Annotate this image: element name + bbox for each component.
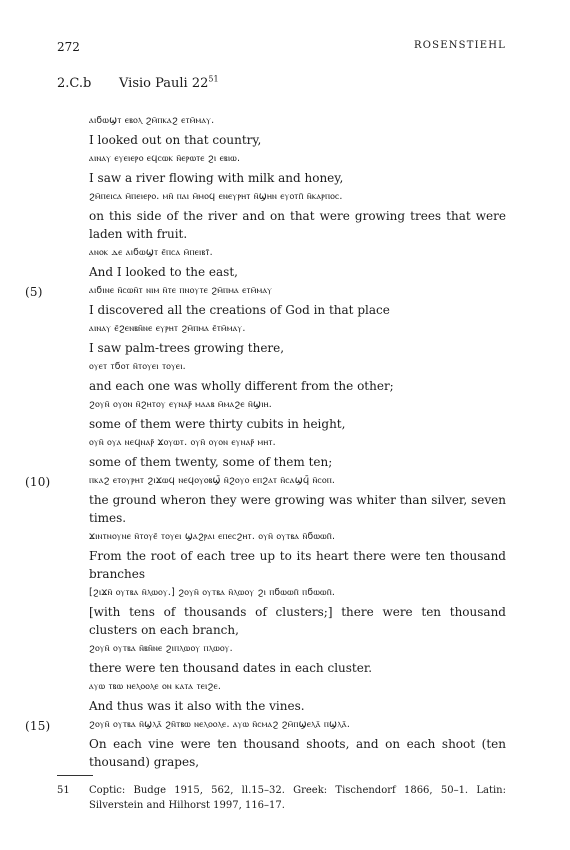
verse-block xyxy=(25,472,506,527)
translation-line: I saw palm-trees growing there, xyxy=(89,341,285,355)
verse-block xyxy=(25,716,506,771)
verse-block xyxy=(25,282,506,319)
footnote-rule xyxy=(57,775,93,776)
page-number: 272 xyxy=(57,40,80,54)
coptic-line xyxy=(89,584,506,603)
coptic-line xyxy=(25,282,506,301)
verse-block xyxy=(57,640,506,677)
coptic-text: ⲁⲓⲛⲁⲩ ⲉⲩⲉⲓⲉⲣⲟ ⲉϥⲥⲱⲕ ⲛ̄ⲉⲣⲱⲧⲉ ϩⲓ ⲉⲃⲓⲱ. xyxy=(89,153,241,164)
line-number: (10) xyxy=(25,475,51,489)
coptic-text: ϩⲟⲩⲛ̄ ⲟⲩⲟⲛ ⲛ̄ϩⲏⲧⲟⲩ ⲉⲩⲛⲁⲣ̄ ⲙⲁⲁⲃ ⲙ̄ⲙⲁϩⲉ ⲛ̄ϣⲓⲏ. xyxy=(89,399,272,410)
coptic-text: ⲁⲓϭⲓⲛⲉ ⲛ̄ⲥⲱⲛ̄ⲧ ⲛⲓⲙ ⲛ̄ⲧⲉ ⲡⲛⲟⲩⲧⲉ ϩⲙ̄ⲡⲙⲁ ⲉⲧⲙ̄ⲙⲁⲩ xyxy=(89,285,273,296)
page-header xyxy=(57,40,506,56)
coptic-text: ⲁⲩⲱ ⲧⲃⲱ ⲛⲉⲗⲟⲟⲗⲉ ⲟⲛ ⲕⲁⲧⲁ ⲧⲉⲓϩⲉ. xyxy=(89,681,222,692)
verse-block xyxy=(57,244,506,281)
coptic-text: [ϩⲓϫⲛ̄ ⲟⲩⲧⲃⲁ ⲛ̄ⲗⲱⲟⲩ.] ϩⲟⲩⲛ̄ ⲟⲩⲧⲃⲁ ⲛ̄ⲗⲱⲟⲩ ϩⲓ ⲡϭⲱⲱⲡ̄ ⲡϭⲱⲱⲡ̄. xyxy=(89,587,336,598)
verse-block xyxy=(57,112,506,149)
section-title xyxy=(119,76,219,91)
coptic-line xyxy=(89,528,506,547)
coptic-text: ⲁⲛⲟⲕ ⲇⲉ ⲁⲓϭⲱϣⲧ ⲉ̄ⲡⲥⲁ ⲙ̄ⲡⲉⲓⲃⲧ̄. xyxy=(89,247,213,258)
verse-block xyxy=(57,434,506,471)
line-number: (15) xyxy=(25,719,51,733)
translation-line: some of them twenty, some of them ten; xyxy=(89,455,333,469)
coptic-line xyxy=(89,320,506,339)
section-title-text: Visio Pauli 22 xyxy=(119,76,209,91)
coptic-text: ⲡⲕⲁϩ ⲉⲧⲟⲩⲣⲏⲧ ϩⲓϫⲱϥ ⲛⲉϥⲟⲩⲟⲃϣ̄ ⲛ̄ϩⲟⲩⲟ ⲉⲡϩⲁⲧ ⲛ̄ⲥⲁϣϥ̄ ⲛ̄ⲥⲟⲡ. xyxy=(89,475,336,486)
coptic-text: ϩⲟⲩⲛ̄ ⲟⲩⲧⲃⲁ ⲛ̄ϣⲗⲁ̄ ϩⲛ̄ⲧⲃⲱ ⲛⲉⲗⲟⲟⲗⲉ. ⲁⲩⲱ ⲛ̄ⲥⲙⲁϩ ϩⲙ̄ⲡϣⲉⲗⲁ̄ ⲡϣⲗⲁ̄. xyxy=(89,719,351,730)
text-body xyxy=(25,112,506,772)
footnote-text: Coptic: Budge 1915, 562, ll.15–32. Greek: Tischendorf 1866, 50–1. Latin: Silverstein and Hilhorst 1997, 116–17. xyxy=(89,785,506,811)
translation-line: on this side of the river and on that were growing trees that were laden with fruit. xyxy=(89,209,506,241)
coptic-line xyxy=(89,244,506,263)
coptic-text: ϫⲓⲛⲧⲛⲟⲩⲛⲉ ⲛ̄ⲧⲟⲩⲉ̄ ⲧⲟⲩⲉⲓ ϣⲁϩⲣⲁⲓ ⲉⲡⲉⲥϩⲏⲧ. ⲟⲩⲛ̄ ⲟⲩⲧⲃⲁ ⲛ̄ϭⲱⲱⲡ̄. xyxy=(89,531,336,542)
translation-line: On each vine were ten thousand shoots, and on each shoot (ten thousand) grapes, xyxy=(89,737,506,769)
translation-line: I looked out on that country, xyxy=(89,133,262,147)
footnote-number: 51 xyxy=(57,785,70,796)
coptic-text: ϩⲟⲩⲛ̄ ⲟⲩⲧⲃⲁ ⲛ̄ⲃⲛ̄ⲛⲉ ϩⲓⲡⲗⲱⲟⲩ ⲡⲗⲱⲟⲩ. xyxy=(89,643,233,654)
translation-line: From the root of each tree up to its heart there were ten thousand branches xyxy=(89,549,506,581)
footnote xyxy=(57,783,506,813)
verse-block xyxy=(57,678,506,715)
coptic-text: ⲟⲩⲛ̄ ⲟⲩⲁ ⲛⲉϥⲛⲁⲣ̄ ϫⲟⲩⲱⲧ. ⲟⲩⲛ̄ ⲟⲩⲟⲛ ⲉⲩⲛⲁⲣ̄ ⲙⲏⲧ. xyxy=(89,437,276,448)
translation-line: And thus was it also with the vines. xyxy=(89,699,305,713)
translation-line: the ground wheron they were growing was whiter than silver, seven times. xyxy=(89,493,506,525)
coptic-line xyxy=(89,358,506,377)
translation-line: [with tens of thousands of clusters;] there were ten thousand clusters on each branch, xyxy=(89,605,506,637)
coptic-line xyxy=(89,640,506,659)
coptic-text: ⲁⲓϭⲱϣⲧ ⲉⲃⲟⲗ ϩⲙ̄ⲡⲕⲁϩ ⲉⲧⲙ̄ⲙⲁⲩ. xyxy=(89,115,215,126)
running-head: ROSENSTIEHL xyxy=(414,40,506,51)
verse-block xyxy=(57,320,506,357)
verse-block xyxy=(57,584,506,639)
coptic-line xyxy=(89,678,506,697)
translation-line: I saw a river flowing with milk and honey, xyxy=(89,171,344,185)
coptic-text: ⲟⲩⲉⲧ ⲧϭⲟⲧ ⲛ̄ⲧⲟⲩⲉⲓ ⲧⲟⲩⲉⲓ. xyxy=(89,361,186,372)
translation-line: and each one was wholly different from the other; xyxy=(89,379,394,393)
coptic-line xyxy=(89,188,506,207)
coptic-line xyxy=(89,150,506,169)
coptic-line xyxy=(25,716,506,735)
coptic-text: ⲁⲓⲛⲁⲩ ⲉ̄ϩⲉⲛⲃⲛ̄ⲛⲉ ⲉⲩⲣⲏⲧ ϩⲙ̄ⲡⲙⲁ ⲉ̄ⲧⲙ̄ⲙⲁⲩ. xyxy=(89,323,246,334)
verse-block xyxy=(57,188,506,243)
verse-block xyxy=(57,396,506,433)
coptic-line xyxy=(89,112,506,131)
translation-line: And I looked to the east, xyxy=(89,265,238,279)
coptic-line xyxy=(89,396,506,415)
translation-line: I discovered all the creations of God in that place xyxy=(89,303,390,317)
verse-block xyxy=(57,358,506,395)
section-number: 2.C.b xyxy=(57,76,92,91)
verse-block xyxy=(57,150,506,187)
translation-line: there were ten thousand dates in each cluster. xyxy=(89,661,373,675)
verse-block xyxy=(57,528,506,583)
translation-line: some of them were thirty cubits in height, xyxy=(89,417,346,431)
coptic-line xyxy=(25,472,506,491)
coptic-line xyxy=(89,434,506,453)
coptic-text: ϩⲙ̄ⲡⲉⲓⲥⲁ ⲙ̄ⲡⲉⲓⲉⲣⲟ. ⲙⲛ̄ ⲡⲁⲓ ⲙ̄ⲙⲟϥ ⲉⲛⲉⲩⲣⲏⲧ ⲛ̄ϣⲏⲛ ⲉⲩⲟⲧⲡ̄ ⲛ̄ⲕⲁⲣⲡⲟⲥ. xyxy=(89,191,343,202)
line-number: (5) xyxy=(25,285,43,299)
footnote-ref[interactable]: 51 xyxy=(208,74,219,84)
